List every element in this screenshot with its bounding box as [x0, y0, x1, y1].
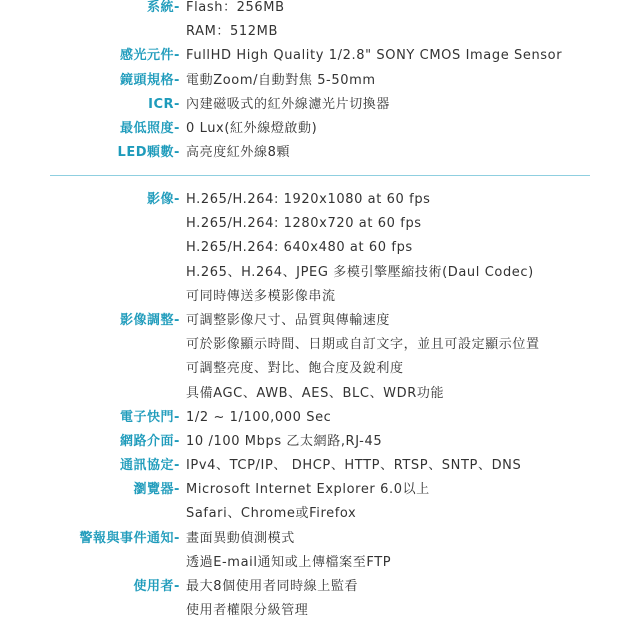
spec-row — [0, 261, 620, 285]
spec-label: 瀏覽器 — [133, 482, 174, 498]
spec-separator: - — [174, 579, 180, 594]
spec-value: 內建磁吸式的紅外線濾光片切換器 — [186, 96, 391, 112]
spec-separator: - — [174, 458, 180, 474]
spec-row — [0, 117, 620, 141]
spec-separator: - — [174, 192, 180, 207]
spec-value: 0 Lux(紅外線燈啟動) — [186, 120, 318, 136]
spec-value: 具備AGC、AWB、AES、BLC、WDR功能 — [186, 385, 445, 401]
spec-separator: - — [174, 96, 180, 112]
spec-separator: - — [174, 482, 180, 498]
spec-label: 警報與事件通知 — [79, 530, 174, 546]
spec-value: H.265/H.264: 1920x1080 at 60 fps — [186, 192, 431, 207]
spec-label: 通訊協定 — [119, 458, 174, 474]
spec-row — [0, 406, 620, 430]
spec-value: 可於影像顯示時間、日期或自訂文字，並且可設定顯示位置 — [186, 337, 540, 353]
spec-row — [0, 599, 620, 623]
spec-label: LED顆數 — [117, 145, 174, 161]
spec-label: 感光元件 — [119, 48, 174, 64]
spec-value: H.265/H.264: 640x480 at 60 fps — [186, 240, 413, 256]
spec-row — [0, 527, 620, 551]
spec-row — [0, 20, 620, 44]
spec-row — [0, 44, 620, 68]
spec-value: 電動Zoom/自動對焦 5-50mm — [186, 72, 376, 88]
spec-row — [0, 285, 620, 309]
spec-value: 使用者權限分級管理 — [186, 603, 309, 619]
spec-value: H.265、H.264、JPEG 多模引擎壓縮技術(Daul Codec) — [186, 264, 534, 280]
spec-label: 系統 — [146, 0, 174, 15]
spec-row — [0, 430, 620, 454]
spec-separator: - — [174, 409, 180, 425]
spec-label: 最低照度 — [119, 120, 174, 136]
spec-row — [0, 0, 620, 20]
spec-row — [0, 382, 620, 406]
spec-value: 可同時傳送多模影像串流 — [186, 288, 336, 304]
spec-value: Flash：256MB — [186, 0, 285, 15]
spec-label: 影像 — [146, 192, 174, 207]
spec-label: 鏡頭規格 — [119, 72, 174, 88]
spec-separator: - — [174, 145, 180, 161]
spec-value: FullHD High Quality 1/2.8" SONY CMOS Image Sensor — [186, 48, 563, 64]
spec-label: ICR — [148, 96, 174, 112]
spec-row — [0, 93, 620, 117]
spec-separator: - — [174, 120, 180, 136]
spec-row — [0, 141, 620, 165]
spec-value: 10 /100 Mbps 乙太網路,RJ-45 — [186, 433, 383, 449]
spec-label: 使用者 — [133, 579, 174, 594]
spec-value: 最大8個使用者同時線上監看 — [186, 579, 359, 594]
spec-label: 影像調整 — [119, 312, 174, 328]
spec-separator: - — [174, 48, 180, 64]
spec-label: 網路介面 — [119, 433, 174, 449]
spec-row — [0, 212, 620, 236]
spec-separator: - — [174, 530, 180, 546]
spec-row — [0, 575, 620, 599]
spec-value: Safari、Chrome或Firefox — [186, 506, 357, 522]
spec-row — [0, 357, 620, 381]
spec-value: 1/2 ~ 1/100,000 Sec — [186, 409, 332, 425]
spec-separator: - — [174, 0, 180, 15]
spec-label: 電子快門 — [119, 409, 174, 425]
spec-separator: - — [174, 312, 180, 328]
spec-value: RAM：512MB — [186, 24, 278, 40]
spec-row — [0, 502, 620, 526]
spec-row — [0, 69, 620, 93]
spec-section-hardware — [0, 0, 620, 165]
spec-row — [0, 551, 620, 575]
spec-row — [0, 309, 620, 333]
spec-value: 可調整亮度、對比、飽合度及銳利度 — [186, 361, 404, 377]
spec-value: IPv4、TCP/IP、 DHCP、HTTP、RTSP、SNTP、DNS — [186, 458, 522, 474]
spec-row — [0, 236, 620, 260]
spec-separator: - — [174, 433, 180, 449]
spec-row — [0, 333, 620, 357]
spec-value: 高亮度紅外線8顆 — [186, 145, 291, 161]
spec-row — [0, 478, 620, 502]
spec-value: 畫面異動偵測模式 — [186, 530, 295, 546]
spec-value: Microsoft Internet Explorer 6.0以上 — [186, 482, 430, 498]
spec-value: H.265/H.264: 1280x720 at 60 fps — [186, 216, 422, 232]
spec-separator: - — [174, 72, 180, 88]
spec-section-video-network — [0, 188, 620, 623]
spec-value: 透過E-mail通知或上傳檔案至FTP — [186, 554, 392, 570]
spec-row — [0, 188, 620, 212]
spec-row — [0, 454, 620, 478]
spec-value: 可調整影像尺寸、品質與傳輸速度 — [186, 312, 391, 328]
section-divider — [50, 175, 590, 176]
